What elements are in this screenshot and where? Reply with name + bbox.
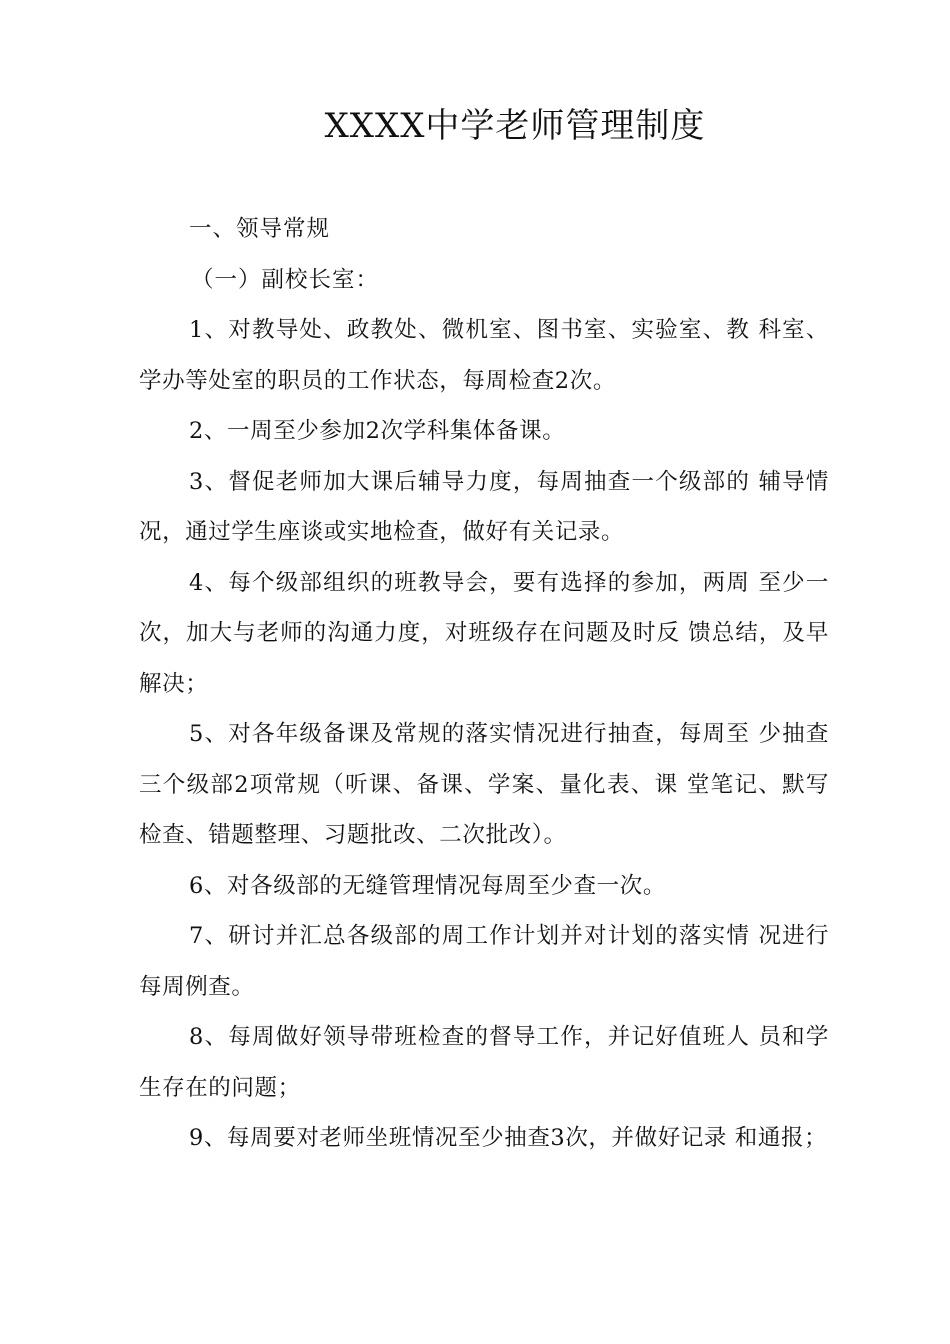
list-item: 6、对各级部的无缝管理情况每周至少查一次。	[189, 872, 666, 899]
list-item: 1、对教导处、政教处、微机室、图书室、实验室、教 科室、学办等处室的职员的工作状态，每周检查2次。	[139, 317, 829, 394]
section-heading: 一、领导常规	[189, 216, 331, 242]
list-item: 5、对各年级备课及常规的落实情况进行抽查，每周至 少抽查三个级部2项常规（听课、备课、学案、量化表、课 堂笔记、默写检查、错题整理、习题批改、二次批改）。	[139, 721, 829, 848]
list-item: 7、研讨并汇总各级部的周工作计划并对计划的落实情 况进行每周例查。	[139, 923, 829, 1000]
list-item: 9、每周要对老师坐班情况至少抽查3次，并做好记录 和通报；	[189, 1125, 828, 1151]
list-item: 8、每周做好领导带班检查的督导工作，并记好值班人 员和学生存在的问题；	[139, 1024, 829, 1101]
list-item: 3、督促老师加大课后辅导力度，每周抽查一个级部的 辅导情况，通过学生座谈或实地检查，做好有关记录。	[139, 468, 829, 545]
document-title: XXXX中学老师管理制度	[324, 106, 706, 146]
list-item: 2、一周至少参加2次学科集体备课。	[189, 418, 566, 444]
list-item: 4、每个级部组织的班教导会，要有选择的参加，两周 至少一次，加大与老师的沟通力度，对班级存在问题及时反 馈总结，及早解决；	[139, 569, 829, 697]
subsection-heading: （一）副校长室：	[191, 266, 380, 293]
document-body	[139, 204, 829, 1164]
